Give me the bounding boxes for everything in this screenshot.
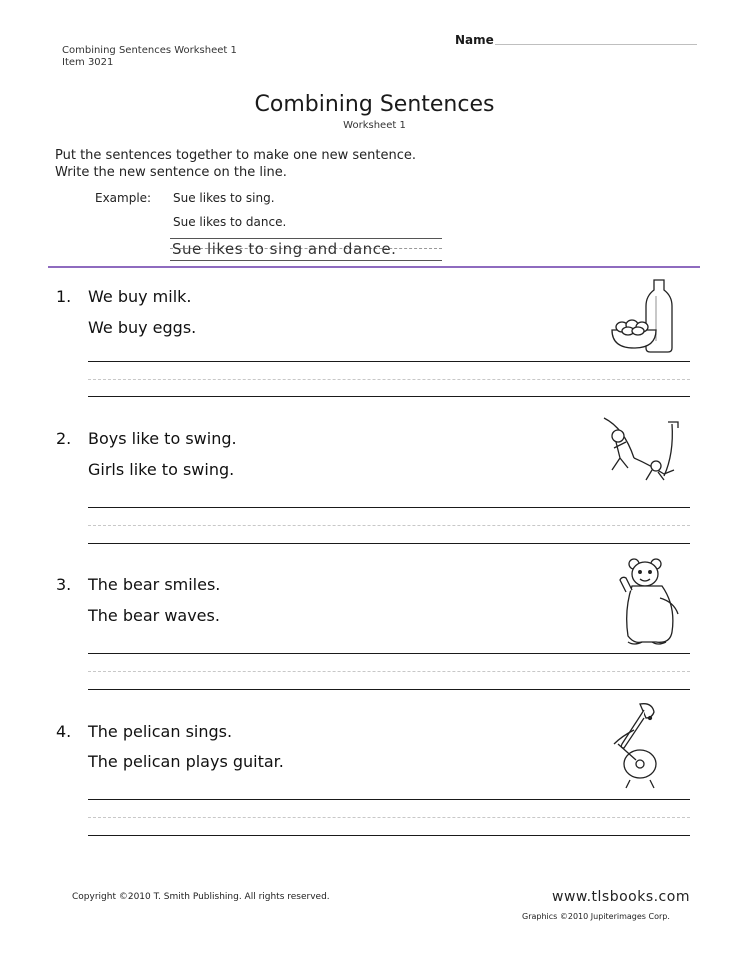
answer-line-mid[interactable] [88, 525, 690, 526]
item-number: 3. [56, 575, 72, 594]
section-divider [48, 266, 700, 268]
answer-line-top[interactable] [88, 361, 690, 362]
item-sentence-1: Boys like to swing. [88, 429, 237, 448]
item-sentence-2: We buy eggs. [88, 318, 197, 337]
example-top-line [170, 238, 442, 239]
instruction-line-1: Put the sentences together to make one new sentence. [55, 148, 417, 163]
answer-line-mid[interactable] [88, 671, 690, 672]
item-sentence-2: Girls like to swing. [88, 460, 235, 479]
item-number: Item 3021 [62, 57, 114, 68]
instruction-line-2: Write the new sentence on the line. [55, 165, 287, 180]
name-write-line[interactable] [495, 44, 697, 45]
item-number: 4. [56, 722, 72, 741]
milk-and-eggs-icon [608, 276, 688, 356]
worksheet-line: Combining Sentences Worksheet 1 [62, 45, 237, 56]
answer-line-mid[interactable] [88, 379, 690, 380]
item-number: 1. [56, 287, 72, 306]
page-subtitle: Worksheet 1 [343, 120, 406, 131]
website-link[interactable]: www.tlsbooks.com [552, 889, 690, 905]
example-label: Example: [95, 191, 152, 205]
name-label: Name [455, 33, 494, 47]
answer-line-mid[interactable] [88, 817, 690, 818]
copyright-notice: Copyright ©2010 T. Smith Publishing. All rights reserved. [72, 892, 330, 902]
item-number: 2. [56, 429, 72, 448]
pelican-guitar-icon [604, 700, 674, 792]
children-swinging-icon [598, 414, 690, 490]
answer-line-top[interactable] [88, 653, 690, 654]
item-sentence-1: The pelican sings. [88, 722, 233, 741]
answer-line-base[interactable] [88, 396, 690, 397]
example-answer: Sue likes to sing and dance. [172, 240, 397, 258]
answer-line-base[interactable] [88, 689, 690, 690]
item-sentence-1: The bear smiles. [88, 575, 221, 594]
item-sentence-1: We buy milk. [88, 287, 192, 306]
page-title: Combining Sentences [254, 92, 495, 117]
item-sentence-2: The bear waves. [88, 606, 220, 625]
answer-line-base[interactable] [88, 543, 690, 544]
example-base-line [170, 260, 442, 261]
graphics-credit: Graphics ©2010 Jupiterimages Corp. [522, 912, 670, 921]
answer-line-top[interactable] [88, 507, 690, 508]
item-sentence-2: The pelican plays guitar. [88, 752, 284, 771]
answer-line-base[interactable] [88, 835, 690, 836]
waving-bear-icon [618, 558, 688, 648]
example-sentence-2: Sue likes to dance. [173, 215, 287, 229]
example-sentence-1: Sue likes to sing. [173, 191, 275, 205]
answer-line-top[interactable] [88, 799, 690, 800]
